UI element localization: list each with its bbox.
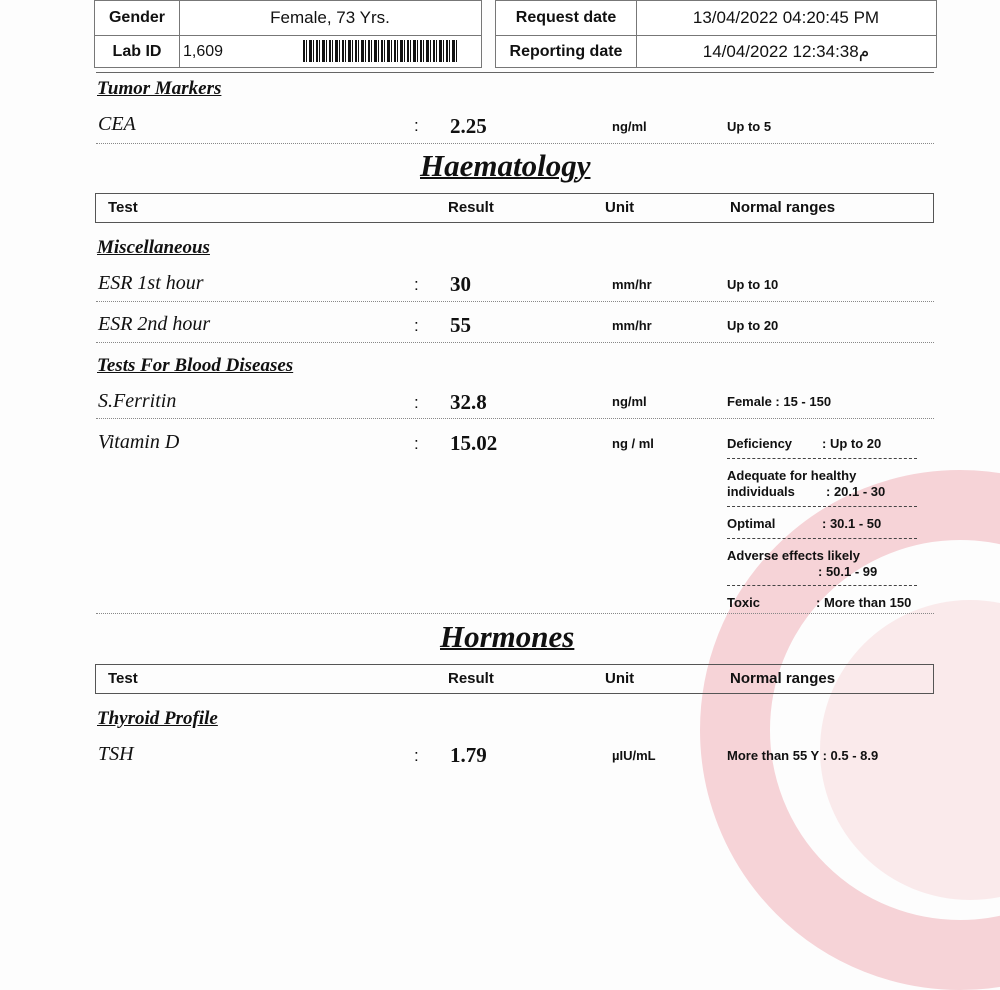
labid-value: 1,609 xyxy=(183,42,224,60)
section-tumor-markers: Tumor Markers xyxy=(97,78,222,99)
request-date-label: Request date xyxy=(496,1,637,35)
result-value: 1.79 xyxy=(450,743,487,767)
colon: : xyxy=(414,434,419,453)
unit: ng/ml xyxy=(612,119,647,134)
request-date-value: 13/04/2022 04:20:45 PM xyxy=(692,8,880,27)
section-hormones: Hormones xyxy=(440,619,575,654)
normal-range: More than 55 Y : 0.5 - 8.9 xyxy=(727,748,879,763)
reporting-date-label: Reporting date xyxy=(496,36,637,67)
range-adverse-value: : 50.1 - 99 xyxy=(818,564,878,579)
colon: : xyxy=(414,393,419,412)
result-value: 15.02 xyxy=(450,431,498,455)
result-value: 32.8 xyxy=(450,390,487,414)
range-adequate-label: Adequate for healthy xyxy=(727,468,857,483)
row-divider xyxy=(96,301,934,302)
header-normal-ranges: Normal ranges xyxy=(730,670,836,687)
dates-box xyxy=(495,0,937,68)
test-name: ESR 2nd hour xyxy=(98,313,211,335)
range-deficiency-label: Deficiency xyxy=(727,436,793,451)
unit: mm/hr xyxy=(612,277,652,292)
test-name: ESR 1st hour xyxy=(98,272,204,294)
normal-range: Female : 15 - 150 xyxy=(727,394,832,409)
test-name: Vitamin D xyxy=(98,431,180,453)
row-divider xyxy=(96,342,934,343)
row-divider xyxy=(96,143,934,144)
row-divider xyxy=(96,418,934,419)
result-value: 2.25 xyxy=(450,114,487,138)
range-deficiency-value: : Up to 20 xyxy=(822,436,882,451)
range-adequate-label-2: individuals xyxy=(727,484,795,499)
section-blood-diseases: Tests For Blood Diseases xyxy=(97,355,294,376)
colon: : xyxy=(414,116,419,135)
range-toxic-value: : More than 150 xyxy=(816,595,912,610)
header-result: Result xyxy=(448,670,494,687)
range-divider xyxy=(727,538,917,539)
range-toxic-label: Toxic xyxy=(727,595,760,610)
range-adequate-value: : 20.1 - 30 xyxy=(826,484,886,499)
unit: ng / ml xyxy=(612,436,654,451)
range-optimal-label: Optimal xyxy=(727,516,776,531)
header-normal-ranges: Normal ranges xyxy=(730,199,836,216)
normal-range: Up to 5 xyxy=(727,119,772,134)
test-name: TSH xyxy=(98,743,134,765)
unit: mm/hr xyxy=(612,318,652,333)
labid-label: Lab ID xyxy=(95,36,180,67)
header-unit: Unit xyxy=(605,670,635,687)
colon: : xyxy=(414,316,419,335)
table-header xyxy=(95,664,934,694)
range-optimal-value: : 30.1 - 50 xyxy=(822,516,882,531)
section-thyroid-profile: Thyroid Profile xyxy=(97,708,218,729)
header-result: Result xyxy=(448,199,494,216)
barcode xyxy=(303,40,458,62)
range-adverse-label: Adverse effects likely xyxy=(727,548,860,563)
normal-range: Up to 10 xyxy=(727,277,779,292)
section-haematology: Haematology xyxy=(420,148,591,183)
row-divider xyxy=(96,613,934,614)
range-divider xyxy=(727,585,917,586)
range-divider xyxy=(727,458,917,459)
table-header xyxy=(95,193,934,223)
unit: ng/ml xyxy=(612,394,647,409)
gender-label: Gender xyxy=(95,1,180,35)
reporting-date-value: 14/04/2022 م12:34:38 xyxy=(702,41,870,61)
range-divider xyxy=(727,506,917,507)
section-miscellaneous: Miscellaneous xyxy=(97,237,210,258)
normal-range: Up to 20 xyxy=(727,318,779,333)
colon: : xyxy=(414,746,419,765)
unit: µIU/mL xyxy=(612,748,656,763)
header-divider xyxy=(96,72,934,73)
result-value: 55 xyxy=(450,313,471,337)
colon: : xyxy=(414,275,419,294)
gender-value: Female, 73 Yrs. xyxy=(270,8,390,27)
result-value: 30 xyxy=(450,272,471,296)
header-test: Test xyxy=(108,199,138,216)
test-name: CEA xyxy=(98,113,136,135)
test-name: S.Ferritin xyxy=(98,390,177,412)
header-test: Test xyxy=(108,670,138,687)
header-unit: Unit xyxy=(605,199,635,216)
